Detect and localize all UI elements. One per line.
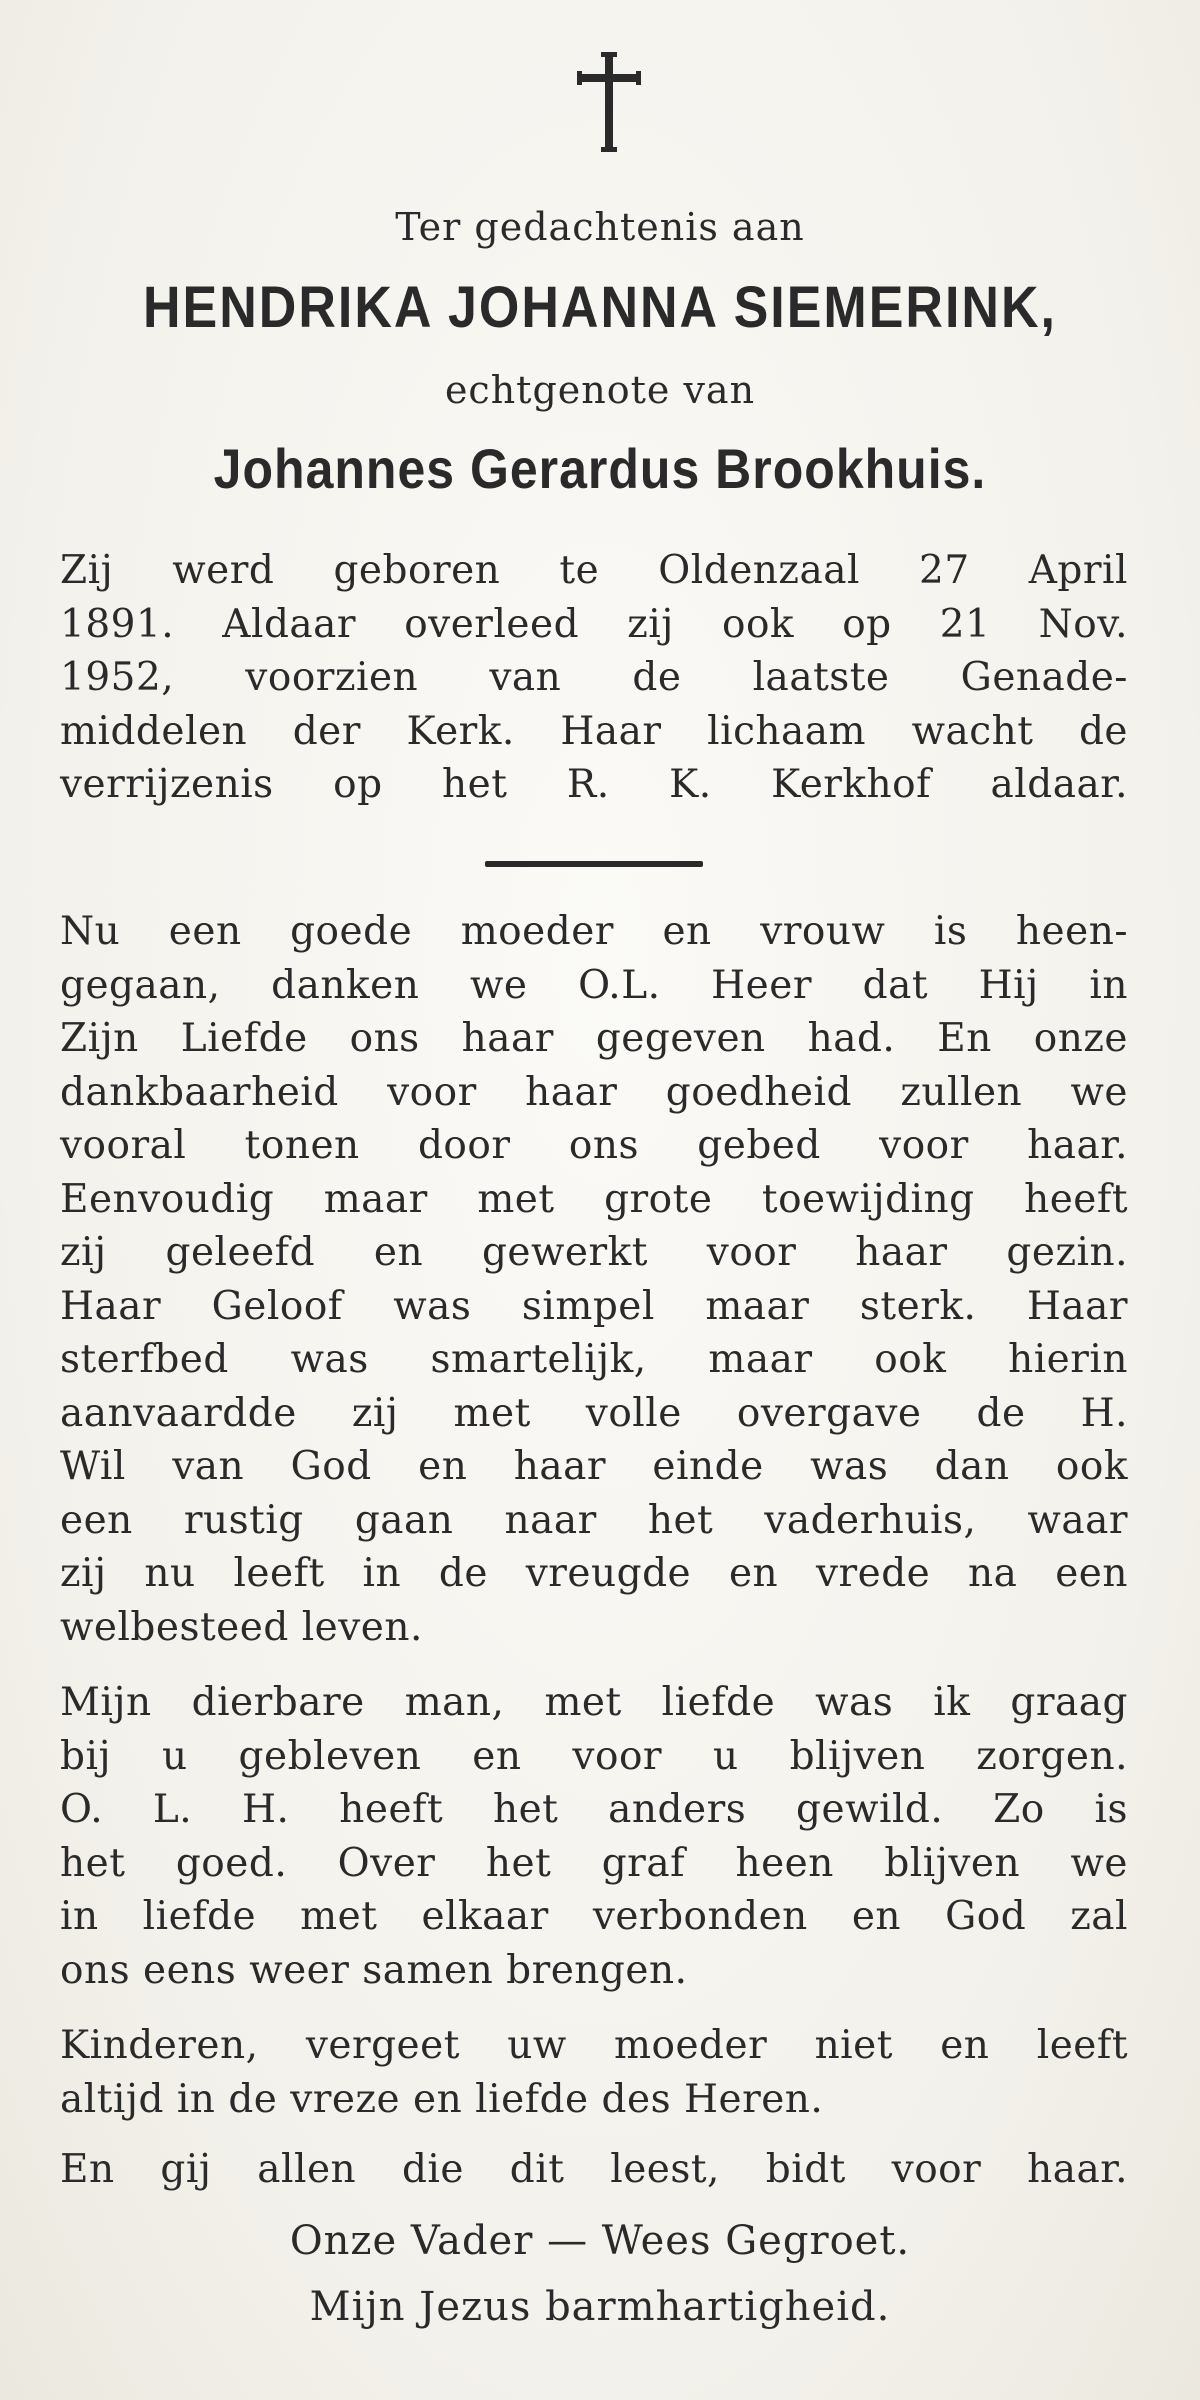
farewell-children-paragraph xyxy=(60,2019,1128,2126)
tribute-line: welbesteed leven. xyxy=(60,1604,423,1650)
intro-text: Ter gedachtenis aan xyxy=(395,205,805,249)
biography-line: middelen der Kerk. Haar lichaam wacht de xyxy=(60,708,1128,754)
farewell-children-line: Kinderen, vergeet uw moeder niet en leeft xyxy=(60,2023,1128,2068)
biography-line: 1952, voorzien van de laatste Genade- xyxy=(60,655,1128,700)
farewell-spouse-line: Mijn dierbare man, met liefde was ik graag xyxy=(60,1680,1128,1725)
closing-invocation: Mijn Jezus barmhartigheid. xyxy=(309,2284,891,2330)
farewell-spouse-line: ons eens weer samen brengen. xyxy=(60,1947,688,1993)
closing-prayers: Onze Vader — Wees Gegroet. xyxy=(289,2218,911,2264)
tribute-line: vooral tonen door ons gebed voor haar. xyxy=(60,1123,1128,1168)
tribute-line: Nu een goede moeder en vrouw is heen- xyxy=(60,909,1128,954)
deceased-name: HENDRIKA JOHANNA SIEMERINK, xyxy=(143,275,1057,341)
tribute-line: sterfbed was smartelijk, maar ook hierin xyxy=(60,1337,1128,1382)
tribute-line: zij geleefd en gewerkt voor haar gezin. xyxy=(60,1230,1128,1275)
tribute-line: Eenvoudig maar met grote toewijding heeft xyxy=(60,1176,1128,1222)
farewell-children-line: altijd in de vreze en liefde des Heren. xyxy=(60,2076,824,2122)
biography-line: verrijzenis op het R. K. Kerkhof aldaar. xyxy=(60,762,1128,807)
section-divider xyxy=(485,861,703,867)
spouse-name: Johannes Gerardus Brookhuis. xyxy=(213,437,987,501)
farewell-spouse-paragraph xyxy=(60,1676,1128,1997)
biography-line: 1891. Aldaar overleed zij ook op 21 Nov. xyxy=(60,601,1128,647)
farewell-spouse-line: bij u gebleven en voor u blijven zorgen. xyxy=(60,1733,1128,1779)
relation-text: echtgenote van xyxy=(444,368,756,412)
tribute-line: aanvaardde zij met volle overgave de H. xyxy=(60,1390,1128,1436)
farewell-spouse-line: het goed. Over het graf heen blijven we xyxy=(60,1840,1128,1886)
tribute-line: een rustig gaan naar het vaderhuis, waar xyxy=(60,1497,1128,1543)
cross-icon xyxy=(577,52,641,152)
farewell-spouse-line: O. L. H. heeft het anders gewild. Zo is xyxy=(60,1787,1128,1832)
tribute-paragraph xyxy=(60,905,1128,1654)
tribute-line: Haar Geloof was simpel maar sterk. Haar xyxy=(60,1283,1128,1329)
tribute-line: dankbaarheid voor haar goedheid zullen we xyxy=(60,1069,1128,1115)
tribute-line: zij nu leeft in de vreugde en vrede na een xyxy=(60,1551,1128,1596)
tribute-line: gegaan, danken we O.L. Heer dat Hij in xyxy=(60,962,1128,1008)
closing-request: En gij allen die dit leest, bidt voor haar. xyxy=(60,2147,1128,2192)
farewell-spouse-line: in liefde met elkaar verbonden en God zal xyxy=(60,1894,1128,1939)
tribute-line: Zijn Liefde ons haar gegeven had. En onze xyxy=(60,1016,1128,1061)
closing-request-block xyxy=(60,2143,1128,2197)
biography-paragraph xyxy=(60,544,1128,812)
biography-line: Zij werd geboren te Oldenzaal 27 April xyxy=(60,548,1128,593)
tribute-line: Wil van God en haar einde was dan ook xyxy=(60,1444,1128,1489)
